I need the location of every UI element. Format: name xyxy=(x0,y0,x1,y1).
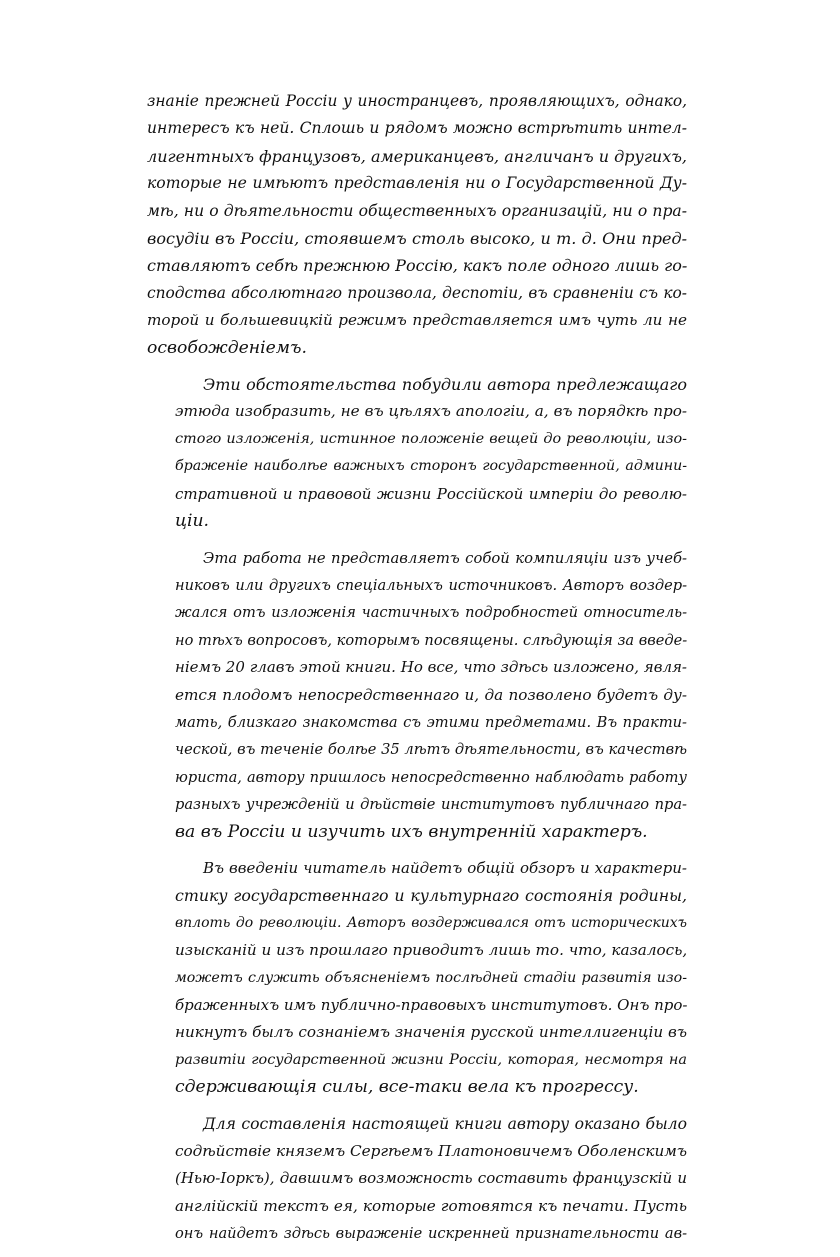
text-line: развитіи государственной жизни Россіи, которая, несмотря на xyxy=(175,1051,687,1068)
text-line: освобожденіемъ. xyxy=(147,337,307,358)
text-line: вплоть до революціи. Авторъ воздерживался отъ историческихъ xyxy=(175,914,687,931)
text-line: можетъ служить объясненіемъ послѣдней стадіи развитія изо- xyxy=(175,969,687,986)
text-line: которые не имѣютъ представленія ни о Государственной Ду- xyxy=(147,174,687,193)
paragraph-5 xyxy=(147,1111,687,1248)
text-line: интересъ къ ней. Сплошь и рядомъ можно встрѣтить интел- xyxy=(147,119,687,138)
text-line: мать, близкаго знакомства съ этими предметами. Въ практи- xyxy=(175,713,687,731)
text-line: разныхъ учрежденій и дѣйствіе институтовъ публичнаго пра- xyxy=(175,796,687,814)
text-line: онъ найдетъ здѣсь выраженіе искренней признательности ав- xyxy=(175,1225,687,1243)
text-line: ціи. xyxy=(175,511,210,532)
text-line: Для составленія настоящей книги автору оказано было xyxy=(203,1114,687,1133)
text-line: жался отъ изложенія частичныхъ подробностей относитель- xyxy=(175,604,687,622)
text-line: ставляютъ себѣ прежнюю Россію, какъ поле одного лишь го- xyxy=(147,256,688,276)
body-text xyxy=(147,88,687,1257)
text-line: знаніе прежней Россіи у иностранцевъ, проявляющихъ, однако, xyxy=(147,92,687,110)
text-line: сподства абсолютнаго произвола, деспотіи, въ сравненіи съ ко- xyxy=(147,283,687,302)
text-line: лигентныхъ французовъ, американцевъ, англичанъ и другихъ, xyxy=(147,146,687,166)
text-line: содѣйствіе княземъ Сергѣемъ Платоновичемъ Оболенскимъ xyxy=(175,1142,687,1161)
text-line: мѣ, ни о дѣятельности общественныхъ организацій, ни о пра- xyxy=(147,201,687,220)
text-line: ва въ Россіи и изучить ихъ внутренній характеръ. xyxy=(175,821,648,842)
text-line: (Нью-Іоркъ), давшимъ возможность составить французскій и xyxy=(175,1169,687,1188)
text-line: восудіи въ Россіи, стоявшемъ столь высоко, и т. д. Они пред- xyxy=(147,229,687,249)
text-line: ческой, въ теченіе болѣе 35 лѣтъ дѣятельности, въ качествѣ xyxy=(175,741,687,759)
text-line: стику государственнаго и культурнаго состоянія родины, xyxy=(175,886,687,906)
text-line: никнутъ былъ сознаніемъ значенія русской интеллигенціи въ xyxy=(175,1023,687,1042)
text-line: торой и большевицкій режимъ представляется имъ чуть ли не xyxy=(147,311,687,330)
paragraph-4 xyxy=(147,855,687,1102)
text-line: но тѣхъ вопросовъ, которымъ посвящены. слѣдующія за введе- xyxy=(175,631,688,649)
text-line: браженныхъ имъ публично-правовыхъ институтовъ. Онъ про- xyxy=(175,996,688,1014)
text-line: Эти обстоятельства побудили автора предлежащаго xyxy=(203,375,687,395)
text-line: стого изложенія, истинное положеніе вещей до революціи, изо- xyxy=(175,430,687,447)
text-line: изысканій и изъ прошлаго приводитъ лишь то. что, казалось, xyxy=(175,941,688,960)
text-line: сдерживающія силы, все-таки вела къ прогрессу. xyxy=(175,1077,639,1098)
text-line: англійскій текстъ ея, которые готовятся къ печати. Пусть xyxy=(175,1196,687,1215)
paragraph-1 xyxy=(147,88,687,362)
text-line: Эта работа не представляетъ собой компиляціи изъ учеб- xyxy=(203,549,687,567)
text-line: Въ введеніи читатель найдетъ общій обзоръ и характери- xyxy=(203,858,687,877)
text-line: ется плодомъ непосредственнаго и, да позволено будетъ ду- xyxy=(175,685,687,704)
text-line: ніемъ 20 главъ этой книги. Но все, что здѣсь изложено, явля- xyxy=(175,658,687,677)
text-line: юриста, автору пришлось непосредственно наблюдать работу xyxy=(175,768,687,786)
text-line: никовъ или другихъ спеціальныхъ источниковъ. Авторъ воздер- xyxy=(175,576,687,594)
text-line: этюда изобразить, не въ цѣляхъ апологіи, а, въ порядкѣ про- xyxy=(175,402,687,421)
text-line: браженіе наиболѣе важныхъ сторонъ государственной, админи- xyxy=(175,458,687,475)
text-line: стративной и правовой жизни Россійской имперіи до револю- xyxy=(175,484,687,503)
paragraph-2 xyxy=(147,371,687,535)
paragraph-3 xyxy=(147,545,687,846)
